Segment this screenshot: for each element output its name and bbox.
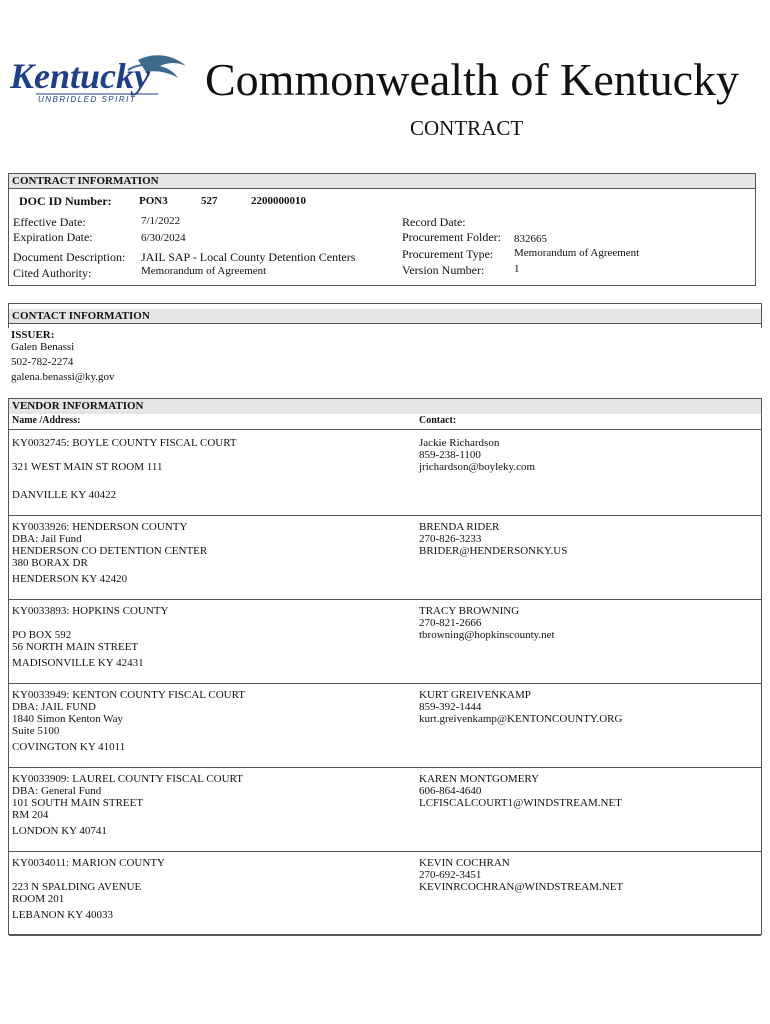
vendor-contact-line: 270-826-3233 — [419, 533, 482, 545]
vendor-contact-line: 859-238-1100 — [419, 449, 481, 461]
vendor-address-line: ROOM 201 — [12, 893, 65, 905]
issuer-label: ISSUER: — [11, 329, 55, 341]
procurement-type-value: Memorandum of Agreement — [514, 247, 640, 259]
vendor-contact — [419, 605, 555, 641]
vendor-address-line: 321 WEST MAIN ST ROOM 111 — [12, 461, 163, 473]
vendor-address-line: RM 204 — [12, 809, 49, 821]
vendor-contact-line: KURT GREIVENKAMP — [419, 689, 531, 701]
expiration-date-label: Expiration Date: — [13, 230, 93, 244]
vendor-address-line: KY0032745: BOYLE COUNTY FISCAL COURT — [12, 437, 237, 449]
vendor-city-state-zip: LONDON KY 40741 — [12, 825, 107, 837]
vendor-contact-line: LCFISCALCOURT1@WINDSTREAM.NET — [419, 797, 622, 809]
vendor-name-address — [12, 605, 168, 653]
vendor-city-state-zip: COVINGTON KY 41011 — [12, 741, 126, 753]
vendor-address-line: Suite 5100 — [12, 725, 60, 737]
cited-authority-value: Memorandum of Agreement — [141, 265, 267, 277]
vendor-contact — [419, 773, 622, 809]
issuer-name: Galen Benassi — [11, 341, 75, 353]
vendor-contact-line: jrichardson@boyleky.com — [419, 461, 536, 473]
column-header-contact: Contact: — [419, 415, 457, 426]
logo-tagline: UNBRIDLED SPIRIT — [38, 95, 137, 104]
vendor-city-state-zip: LEBANON KY 40033 — [12, 909, 114, 921]
version-number-label: Version Number: — [402, 263, 485, 277]
vendor-contact-line: KEVIN COCHRAN — [419, 857, 510, 869]
effective-date-label: Effective Date: — [13, 215, 86, 229]
column-header-name: Name /Address: — [12, 415, 81, 426]
vendor-contact-line: KAREN MONTGOMERY — [419, 773, 540, 785]
vendor-row — [9, 515, 761, 600]
kentucky-logo — [8, 50, 188, 110]
document-description-value: JAIL SAP - Local County Detention Centers — [141, 250, 356, 264]
vendor-city-state-zip: MADISONVILLE KY 42431 — [12, 657, 144, 669]
vendor-address-line: DBA: General Fund — [12, 785, 102, 797]
vendor-address-line: PO BOX 592 — [12, 629, 72, 641]
procurement-folder-label: Procurement Folder: — [402, 230, 501, 244]
vendor-row — [9, 767, 761, 852]
doc-id-part: 527 — [201, 195, 218, 207]
section-heading: VENDOR INFORMATION — [9, 399, 761, 414]
vendor-contact-line: 606-864-4640 — [419, 785, 482, 797]
vendor-row — [9, 683, 761, 768]
vendor-address-line: 223 N SPALDING AVENUE — [12, 881, 142, 893]
vendor-address-line: HENDERSON CO DETENTION CENTER — [12, 545, 208, 557]
vendor-contact-line: 270-821-2666 — [419, 617, 482, 629]
issuer-email: galena.benassi@ky.gov — [11, 371, 115, 383]
vendor-contact — [419, 521, 567, 557]
vendor-address-line — [12, 617, 168, 629]
contact-information-section — [8, 303, 762, 328]
expiration-date-value: 6/30/2024 — [141, 232, 186, 244]
doc-id-label: DOC ID Number: — [19, 194, 112, 208]
vendor-address-line: 380 BORAX DR — [12, 557, 88, 569]
vendor-name-address — [12, 437, 237, 473]
vendor-contact-line: 859-392-1444 — [419, 701, 482, 713]
vendor-city-state-zip: HENDERSON KY 42420 — [12, 573, 128, 585]
vendor-name-address — [12, 857, 165, 905]
vendor-contact — [419, 689, 622, 725]
effective-date-value: 7/1/2022 — [141, 215, 181, 227]
doc-id-part: PON3 — [139, 195, 168, 207]
vendor-address-line: 56 NORTH MAIN STREET — [12, 641, 139, 653]
vendor-row — [9, 851, 761, 936]
page-subtitle: CONTRACT — [410, 116, 524, 140]
vendor-information-section — [8, 398, 762, 935]
vendor-city-state-zip: DANVILLE KY 40422 — [12, 489, 117, 501]
vendor-contact — [419, 857, 623, 893]
cited-authority-label: Cited Authority: — [13, 266, 92, 280]
vendor-contact-line: tbrowning@hopkinscounty.net — [419, 629, 555, 641]
vendor-name-address — [12, 521, 207, 569]
section-heading: CONTRACT INFORMATION — [9, 174, 755, 189]
procurement-folder-value: 832665 — [514, 233, 547, 245]
vendor-address-line: KY0034011: MARION COUNTY — [12, 857, 165, 869]
vendor-contact-line: BRENDA RIDER — [419, 521, 500, 533]
procurement-type-label: Procurement Type: — [402, 247, 494, 261]
vendor-address-line: DBA: JAIL FUND — [12, 701, 96, 713]
vendor-address-line — [12, 869, 165, 881]
vendor-name-address — [12, 689, 245, 737]
document-description-label: Document Description: — [13, 250, 126, 264]
contract-information-section — [8, 173, 756, 286]
section-heading: CONTACT INFORMATION — [9, 309, 761, 324]
vendor-contact-line: BRIDER@HENDERSONKY.US — [419, 545, 568, 557]
vendor-contact-line: kurt.greivenkamp@KENTONCOUNTY.ORG — [419, 713, 623, 725]
logo-word: Kentucky — [10, 56, 150, 96]
vendor-contact-line: 270-692-3451 — [419, 869, 482, 881]
vendor-contact — [419, 437, 535, 473]
vendor-row — [9, 599, 761, 684]
version-number-value: 1 — [514, 263, 520, 275]
issuer-phone: 502-782-2274 — [11, 356, 74, 368]
vendor-contact-line: TRACY BROWNING — [419, 605, 520, 617]
record-date-label: Record Date: — [402, 215, 466, 229]
vendor-address-line: KY0033926: HENDERSON COUNTY — [12, 521, 188, 533]
vendor-address-line: DBA: Jail Fund — [12, 533, 82, 545]
vendor-address-line: KY0033949: KENTON COUNTY FISCAL COURT — [12, 689, 245, 701]
vendor-address-line: KY0033893: HOPKINS COUNTY — [12, 605, 169, 617]
page-title: Commonwealth of Kentucky — [205, 54, 740, 105]
vendor-row — [9, 431, 761, 516]
vendor-address-line: 1840 Simon Kenton Way — [12, 713, 124, 725]
vendor-address-line: KY0033909: LAUREL COUNTY FISCAL COURT — [12, 773, 243, 785]
vendor-contact-line: Jackie Richardson — [419, 437, 500, 449]
vendor-address-line: 101 SOUTH MAIN STREET — [12, 797, 144, 809]
vendor-contact-line: KEVINRCOCHRAN@WINDSTREAM.NET — [419, 881, 624, 893]
vendor-name-address — [12, 773, 243, 821]
vendor-address-line — [12, 449, 237, 461]
doc-id-part: 2200000010 — [251, 195, 306, 207]
